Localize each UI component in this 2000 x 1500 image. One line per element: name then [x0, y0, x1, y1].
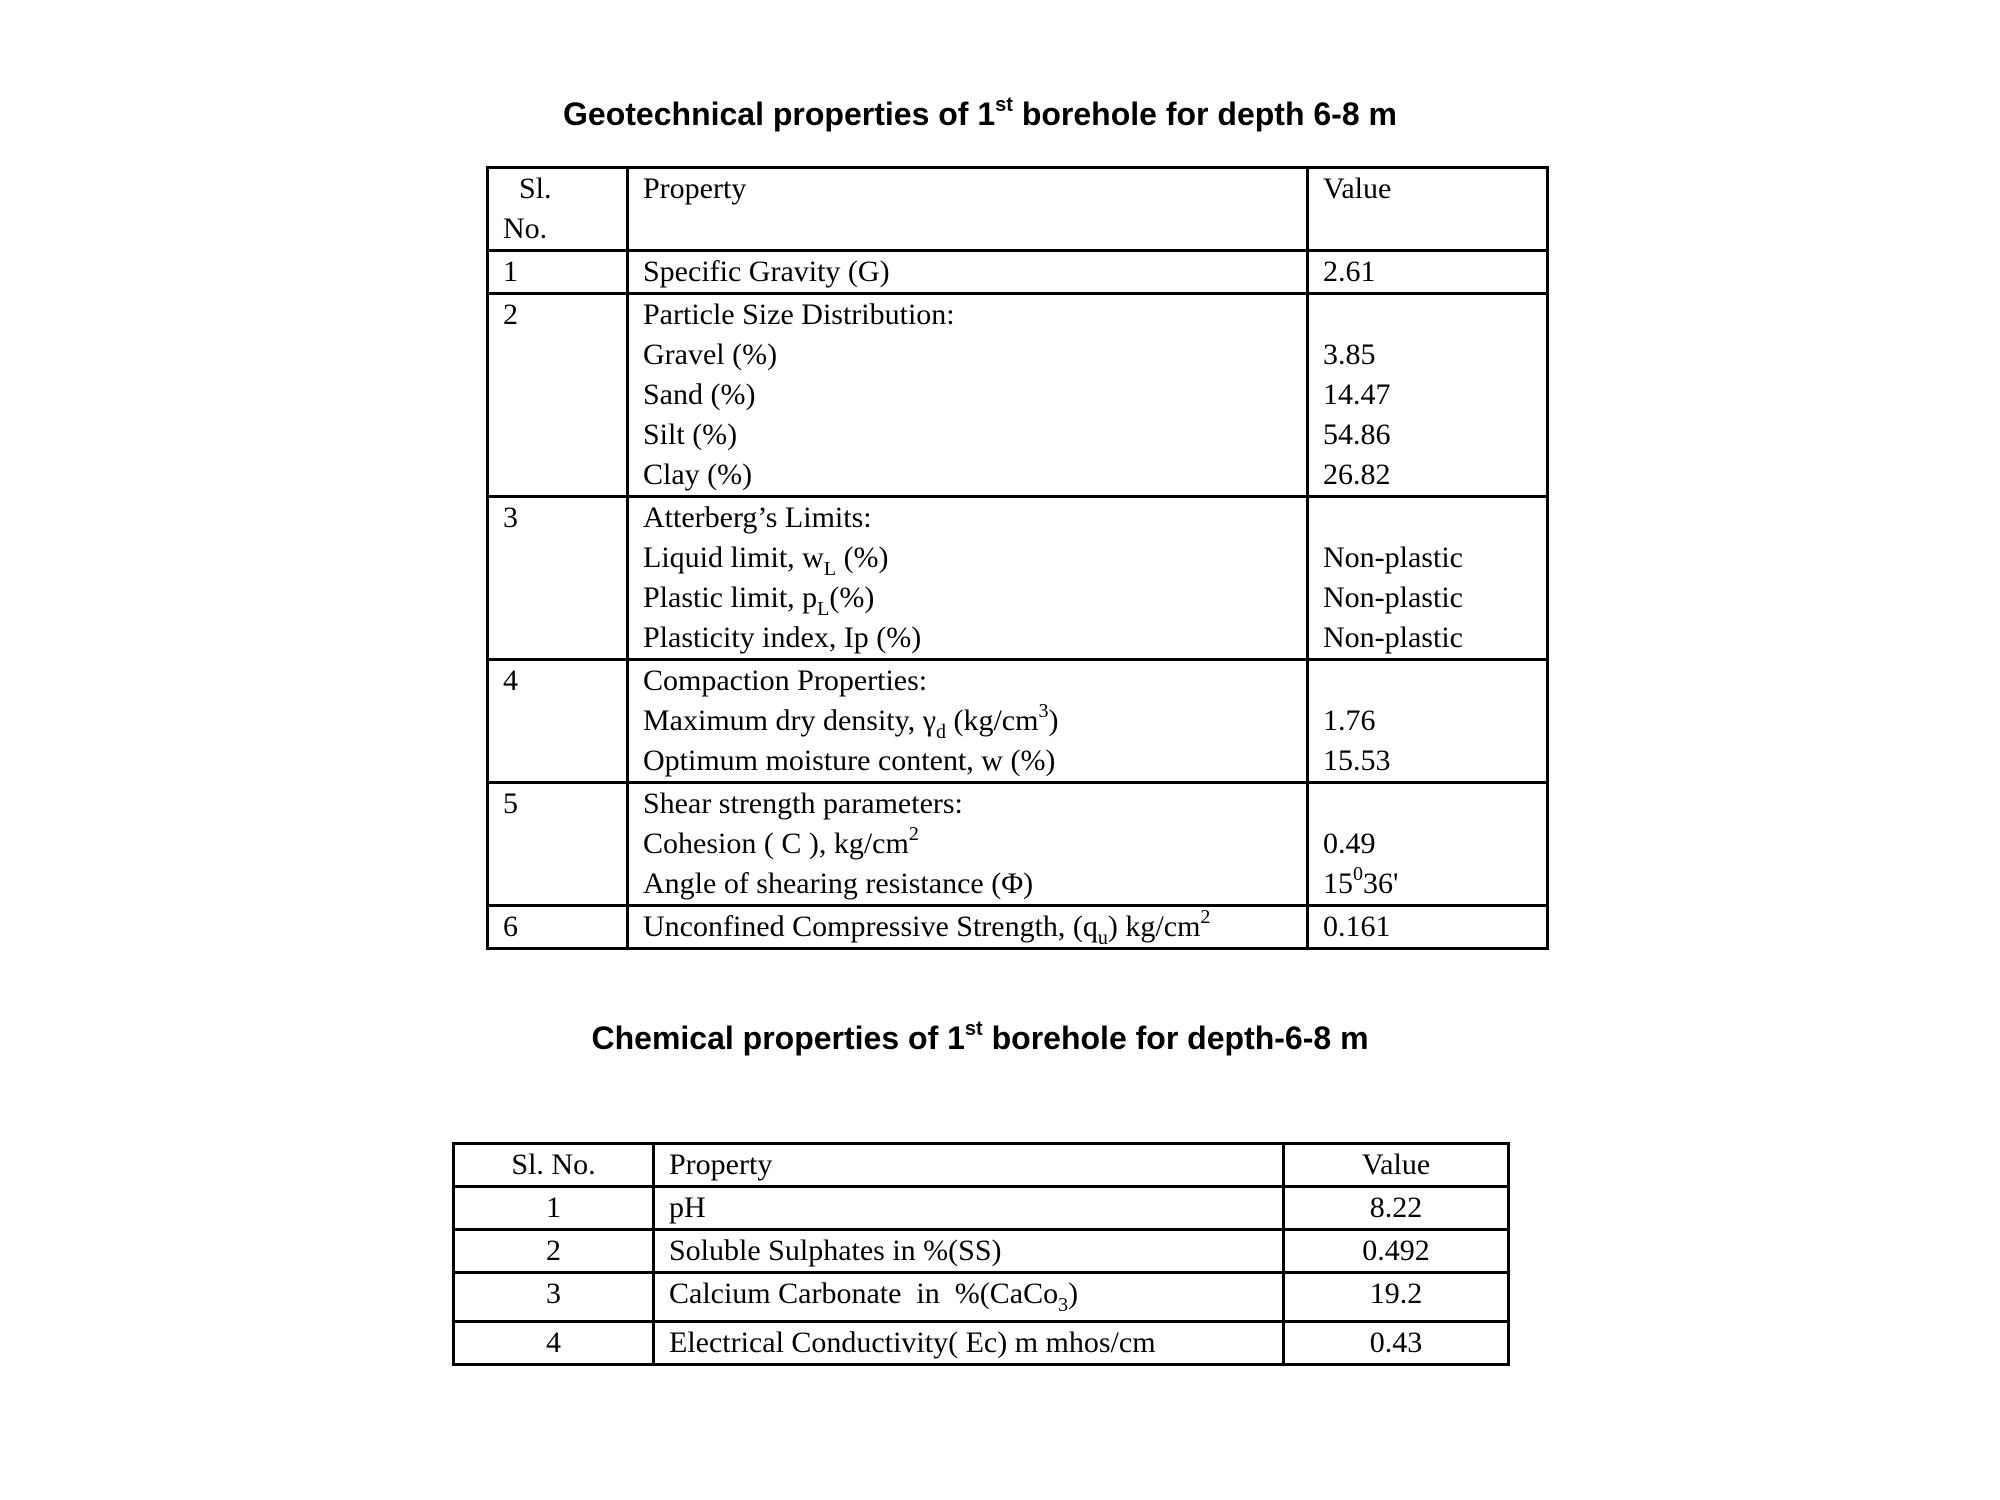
- row-number: 4: [488, 660, 628, 783]
- row-property: Particle Size Distribution: Gravel (%) Sand (%) Silt (%) Clay (%): [628, 294, 1308, 497]
- row-number: 2: [454, 1230, 654, 1273]
- header-value: Value: [1308, 168, 1548, 251]
- table-row: [454, 1230, 1509, 1273]
- header-property: Property: [654, 1144, 1284, 1187]
- header-sl-no: Sl. No.: [488, 168, 628, 251]
- table-row: [488, 497, 1548, 660]
- row-property: Unconfined Compressive Strength, $(q_u)$ $kg/cm^2$: [628, 906, 1308, 949]
- header-property: Property: [628, 168, 1308, 251]
- row-value: 0.492: [1284, 1230, 1509, 1273]
- table-row: [488, 783, 1548, 906]
- table-row: [454, 1273, 1509, 1322]
- row-value: Non-plastic Non-plastic Non-plastic: [1308, 497, 1548, 660]
- chemical-table: [452, 1142, 1510, 1366]
- row-number: 1: [488, 251, 628, 294]
- table-row: [488, 906, 1548, 949]
- row-number: 3: [454, 1273, 654, 1322]
- geotechnical-title: Geotechnical properties of 1st borehole for depth 6-8 m: [563, 94, 1397, 132]
- table-row: [488, 251, 1548, 294]
- row-property: Compaction Properties: Maximum dry density, $\gamma_d$ $(kg/cm^3)$ Optimum moisture content, w (%): [628, 660, 1308, 783]
- row-value: 0.49 $15^036'$: [1308, 783, 1548, 906]
- row-value: 0.43: [1284, 1322, 1509, 1365]
- section-heading: Particle Size Distribution:: [643, 298, 955, 331]
- row-number: 3: [488, 497, 628, 660]
- table-row: [454, 1322, 1509, 1365]
- row-number: 6: [488, 906, 628, 949]
- row-property: Electrical Conductivity( Ec) m mhos/cm: [654, 1322, 1284, 1365]
- row-property: pH: [654, 1187, 1284, 1230]
- row-value: 8.22: [1284, 1187, 1509, 1230]
- section-heading: Compaction Properties:: [643, 664, 928, 697]
- row-number: 1: [454, 1187, 654, 1230]
- section-heading: Atterberg’s Limits:: [643, 501, 872, 534]
- row-number: 5: [488, 783, 628, 906]
- table-header-row: [454, 1144, 1509, 1187]
- table-header-row: [488, 168, 1548, 251]
- row-value: 0.161: [1308, 906, 1548, 949]
- table-row: [488, 294, 1548, 497]
- geotechnical-table: [486, 166, 1549, 950]
- row-number: 4: [454, 1322, 654, 1365]
- table-row: [454, 1187, 1509, 1230]
- row-value: 3.85 14.47 54.86 26.82: [1308, 294, 1548, 497]
- row-property: Specific Gravity (G): [628, 251, 1308, 294]
- chemical-title: Chemical properties of 1st borehole for depth-6-8 m: [591, 1018, 1369, 1056]
- table-row: [488, 660, 1548, 783]
- row-value: 19.2: [1284, 1273, 1509, 1322]
- section-heading: Shear strength parameters:: [643, 787, 963, 820]
- row-property: Soluble Sulphates in %(SS): [654, 1230, 1284, 1273]
- row-number: 2: [488, 294, 628, 497]
- row-value: 1.76 15.53: [1308, 660, 1548, 783]
- row-property: Calcium Carbonate in %(CaCo$_3$): [654, 1273, 1284, 1322]
- row-property: Atterberg’s Limits: Liquid limit, $w_L$ (%) Plastic limit, $p_L(\%)$ Plasticity index, Ip (%): [628, 497, 1308, 660]
- row-property: Shear strength parameters: Cohesion ( C ), $kg/cm^2$ Angle of shearing resistance (Φ): [628, 783, 1308, 906]
- header-sl-no: Sl. No.: [454, 1144, 654, 1187]
- header-value: Value: [1284, 1144, 1509, 1187]
- row-value: 2.61: [1308, 251, 1548, 294]
